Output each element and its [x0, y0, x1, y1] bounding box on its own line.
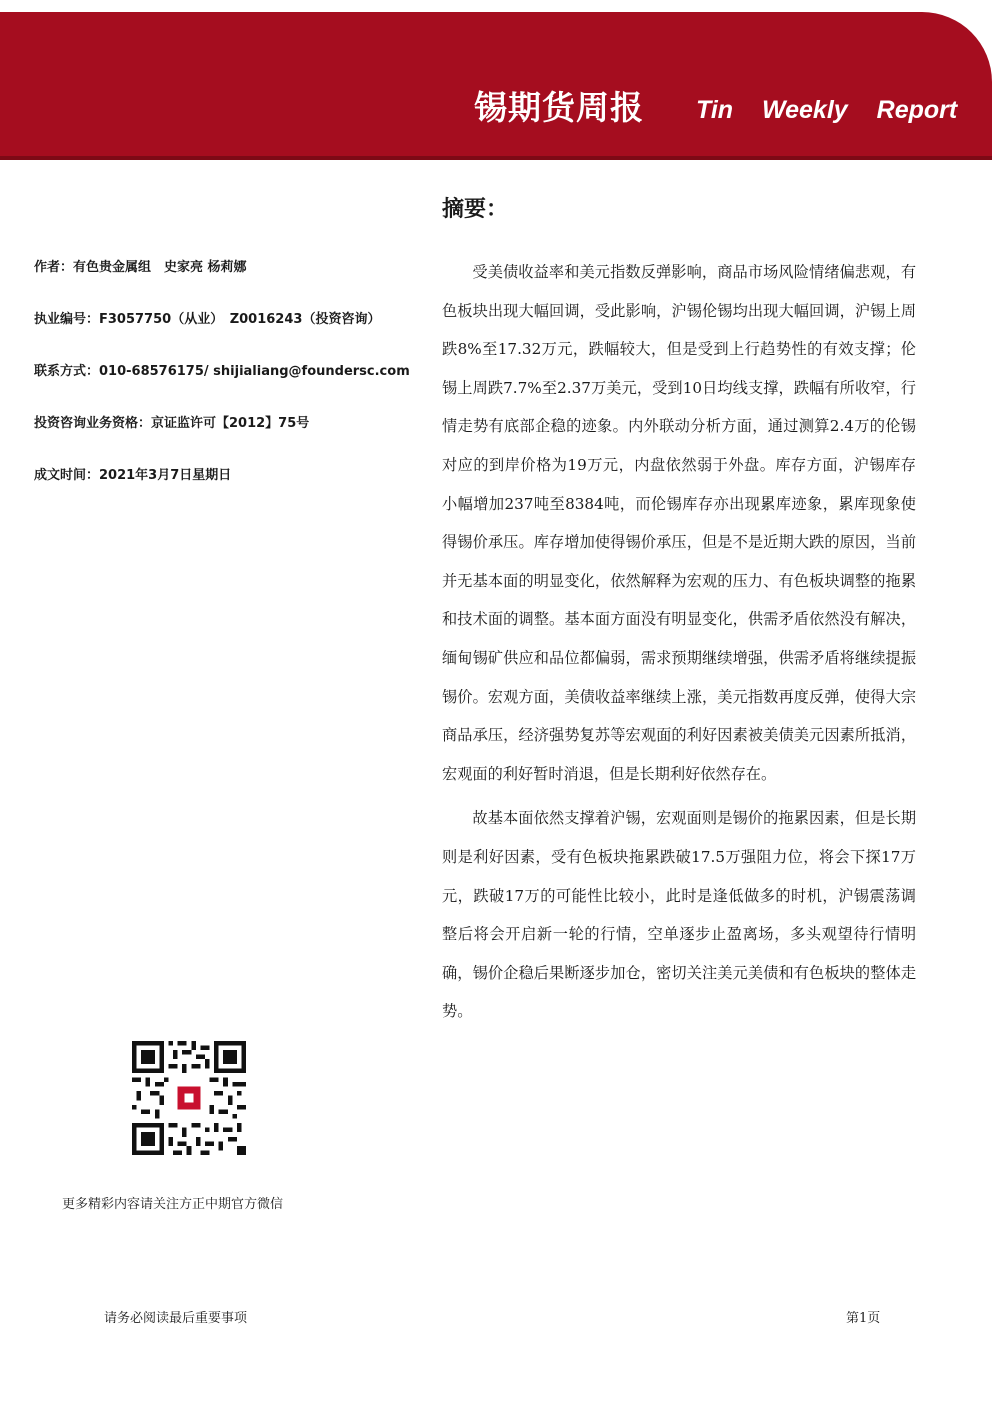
- page-number: 第1页: [846, 1311, 881, 1326]
- wechat-qr-code: [132, 1041, 246, 1155]
- summary-heading: 摘要：: [442, 197, 509, 222]
- summary-paragraph-2: 故基本面依然支撑着沪锡，宏观面则是锡价的拖累因素，但是长期则是利好因素，受有色板块拖累跌破17.5万强阻力位，将会下探17万元，跌破17万的可能性比较小，此时是逢低做多的时机，沪锡震荡调整后将会开启新一轮的行情，空单逐步止盈离场，多头观望待行情明确，锡价企稳后果断逐步加仓，密切关注美元美债和有色板块的整体走势。: [442, 809, 916, 1021]
- summary-body: [442, 253, 916, 1031]
- qr-caption: 更多精彩内容请关注方正中期官方微信: [62, 1197, 284, 1212]
- summary-paragraph-1: 受美债收益率和美元指数反弹影响，商品市场风险情绪偏悲观，有色板块出现大幅回调，受此影响，沪锡伦锡均出现大幅回调，沪锡上周跌8%至17.32万元，跌幅较大，但是受到上行趋势性的有效支撑；伦锡上周跌7.7%至2.37万美元，受到10日均线支撑，跌幅有所收窄，行情走势有底部企稳的迹象。内外联动分析方面，通过测算2.4万的伦锡对应的到岸价格为19万元，内盘依然弱于外盘。库存方面，沪锡库存小幅增加237吨至8384吨，而伦锡库存亦出现累库迹象，累库现象使得锡价承压。库存增加使得锡价承压，但是不是近期大跌的原因，当前并无基本面的明显变化，依然解释为宏观的压力、有色板块调整的拖累和技术面的调整。基本面方面没有明显变化，供需矛盾依然没有解决，缅甸锡矿供应和品位都偏弱，需求预期继续增强，供需矛盾将继续提振锡价。宏观方面，美债收益率继续上涨，美元指数再度反弹，使得大宗商品承压，经济强势复苏等宏观面的利好因素被美债美元因素所抵消，宏观面的利好暂时消退，但是长期利好依然存在。: [442, 263, 916, 783]
- qualification-line: 投资咨询业务资格：京证监许可【2012】75号: [34, 416, 310, 431]
- author-info: [34, 258, 434, 518]
- contact-line: 联系方式：010-68576175/ shijialiang@foundersc.com: [34, 364, 410, 379]
- report-title-en: Tin Weekly Report: [696, 96, 958, 124]
- footer-disclaimer-note: 请务必阅读最后重要事项: [104, 1311, 248, 1326]
- date-line: 成文时间：2021年3月7日星期日: [34, 468, 232, 483]
- report-title-cn: 锡期货周报: [474, 88, 644, 127]
- author-line: 作者：有色贵金属组 史家亮 杨莉娜: [34, 260, 247, 275]
- license-line: 执业编号：F3057750（从业） Z0016243（投资咨询）: [34, 312, 381, 327]
